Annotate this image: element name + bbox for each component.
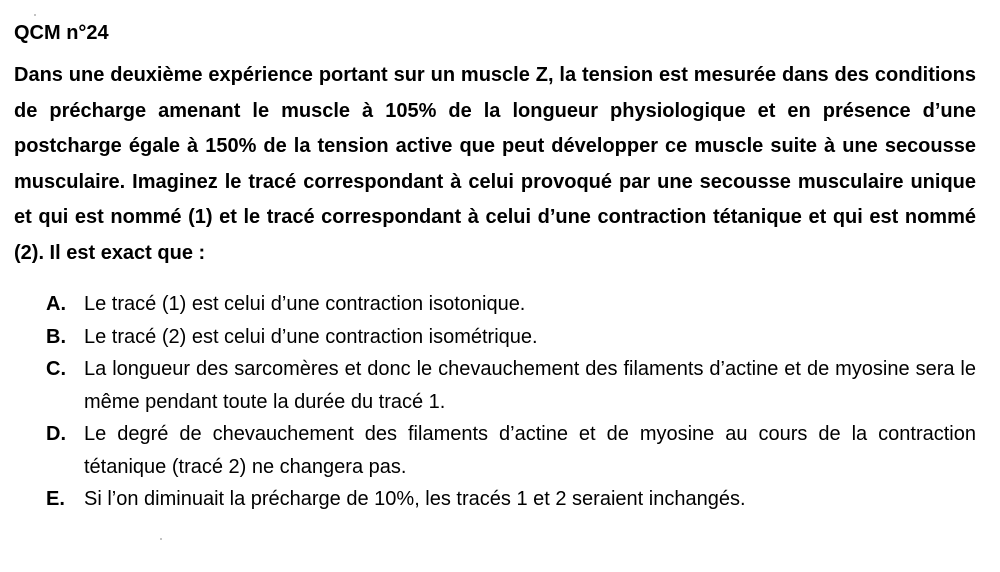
answer-options bbox=[46, 288, 976, 516]
option-b bbox=[46, 321, 976, 354]
option-letter: D. bbox=[46, 423, 66, 445]
option-e bbox=[46, 483, 976, 516]
option-a bbox=[46, 288, 976, 321]
option-text: Le tracé (1) est celui d’une contraction isotonique. bbox=[84, 293, 526, 315]
scan-speck bbox=[160, 538, 162, 540]
option-text: La longueur des sarcomères et donc le chevauchement des filaments d’actine et de myosine sera le même pendant toute la durée du tracé 1. bbox=[84, 358, 976, 413]
scan-speck bbox=[34, 14, 36, 16]
option-text: Le degré de chevauchement des filaments d’actine et de myosine au cours de la contraction tétanique (tracé 2) ne changera pas. bbox=[84, 423, 976, 478]
option-text: Le tracé (2) est celui d’une contraction isométrique. bbox=[84, 325, 538, 348]
option-text: Si l’on diminuait la précharge de 10%, les tracés 1 et 2 seraient inchangés. bbox=[84, 488, 746, 510]
question-title: QCM n°24 bbox=[14, 22, 109, 44]
question-stem: Dans une deuxième expérience portant sur un muscle Z, la tension est mesurée dans des conditions de précharge amenant le muscle à 105% de la longueur physiologique et en présence d’une postcharge égale à 150% de la tension active que peut développer ce muscle suite à une secousse musculaire. Imaginez le tracé correspondant à celui provoqué par une secousse musculaire unique et qui est nommé (1) et le tracé correspondant à celui d’une contraction tétanique et qui est nommé (2). Il est exact que : bbox=[14, 64, 976, 264]
option-c bbox=[46, 353, 976, 418]
option-letter: E. bbox=[46, 488, 65, 510]
option-letter: B. bbox=[46, 325, 66, 348]
option-d bbox=[46, 418, 976, 483]
option-letter: A. bbox=[46, 293, 66, 315]
option-letter: C. bbox=[46, 358, 66, 380]
